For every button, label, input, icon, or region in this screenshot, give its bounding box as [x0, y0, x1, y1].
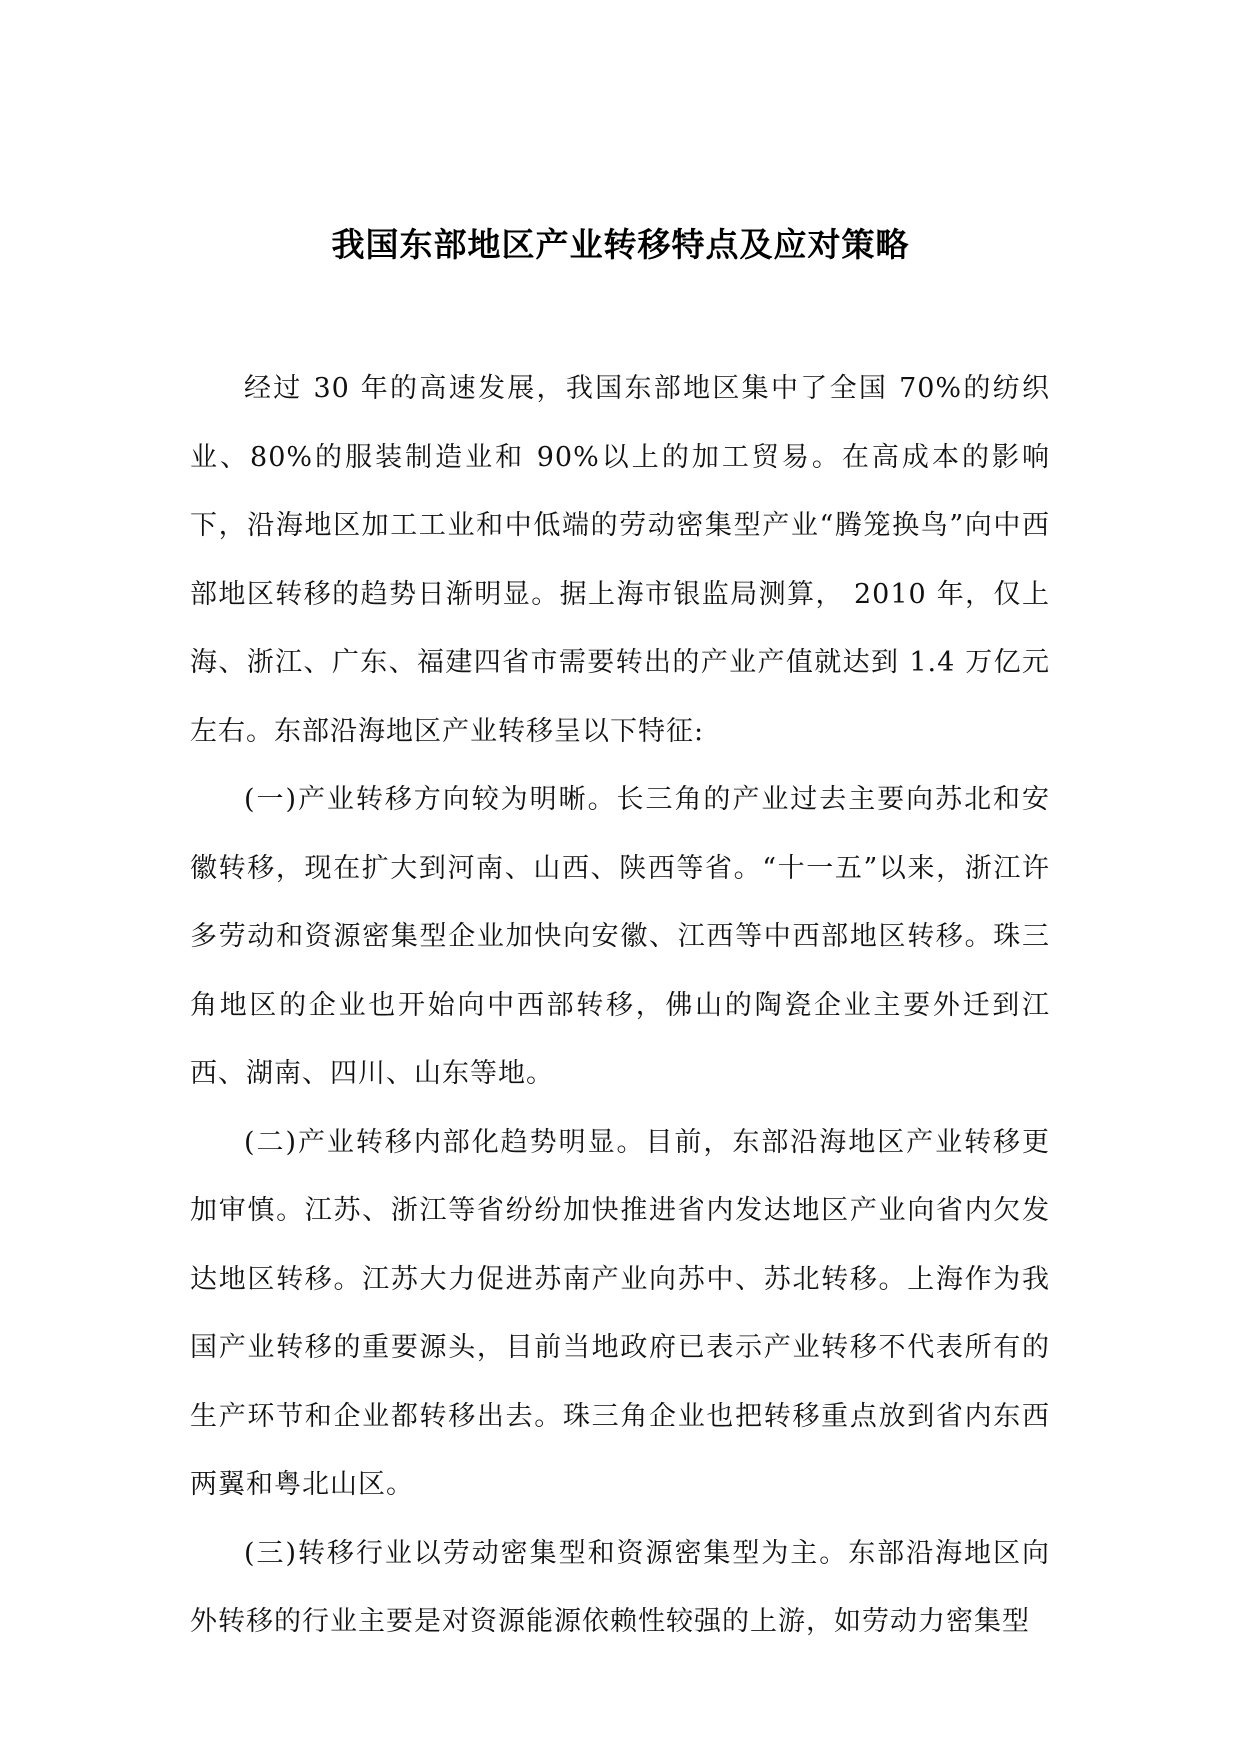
document-body	[190, 355, 1050, 1657]
document-title: 我国东部地区产业转移特点及应对策略	[331, 225, 910, 264]
paragraph-point-1: (一)产业转移方向较为明晰。长三角的产业过去主要向苏北和安徽转移，现在扩大到河南、山西、陕西等省。“十一五”以来，浙江许多劳动和资源密集型企业加快向安徽、江西等中西部地区转移。珠三角地区的企业也开始向中西部转移，佛山的陶瓷企业主要外迁到江西、湖南、四川、山东等地。	[190, 784, 1050, 1089]
paragraph-intro: 经过 30 年的高速发展，我国东部地区集中了全国 70%的纺织业、80%的服装制造业和 90%以上的加工贸易。在高成本的影响下，沿海地区加工工业和中低端的劳动密集型产业“腾笼换鸟”向中西部地区转移的趋势日渐明显。据上海市银监局测算， 2010 年，仅上海、浙江、广东、福建四省市需要转出的产业产值就达到 1.4 万亿元左右。东部沿海地区产业转移呈以下特征:	[190, 373, 1050, 747]
paragraph-point-3: (三)转移行业以劳动密集型和资源密集型为主。东部沿海地区向外转移的行业主要是对资源能源依赖性较强的上游，如劳动力密集型	[190, 1537, 1050, 1637]
paragraph-point-2: (二)产业转移内部化趋势明显。目前，东部沿海地区产业转移更加审慎。江苏、浙江等省纷纷加快推进省内发达地区产业向省内欠发达地区转移。江苏大力促进苏南产业向苏中、苏北转移。上海作为我国产业转移的重要源头，目前当地政府已表示产业转移不代表所有的生产环节和企业都转移出去。珠三角企业也把转移重点放到省内东西两翼和粤北山区。	[190, 1126, 1050, 1500]
